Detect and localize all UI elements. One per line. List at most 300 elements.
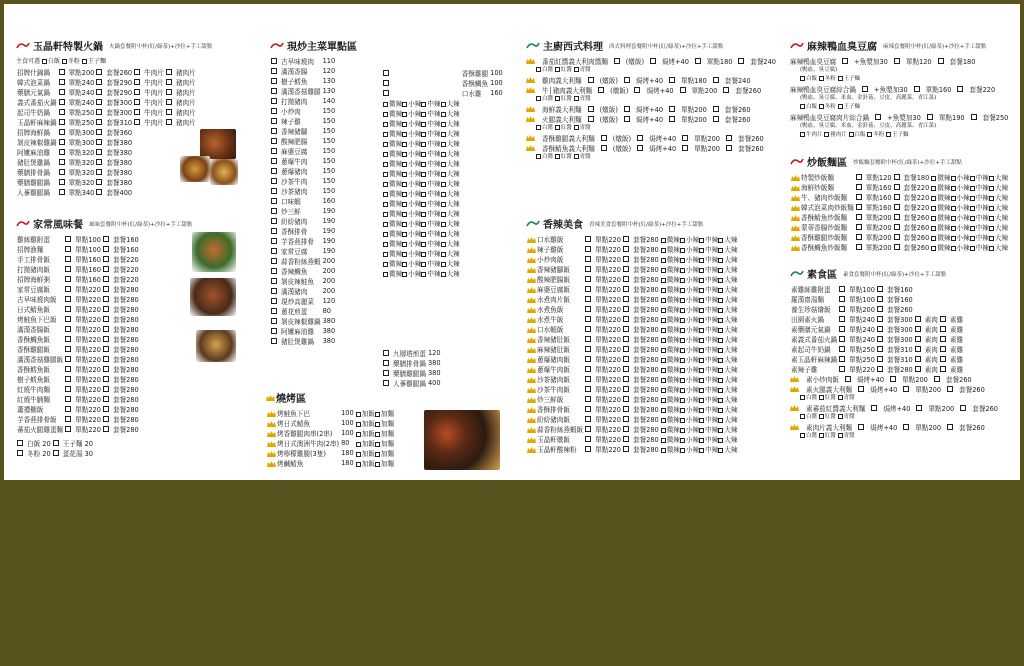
spice-check[interactable] bbox=[383, 152, 388, 157]
spice-check[interactable] bbox=[718, 308, 723, 313]
set-check[interactable] bbox=[103, 316, 109, 322]
set-check[interactable] bbox=[957, 86, 963, 92]
spice-check[interactable] bbox=[699, 448, 704, 453]
spice-check[interactable] bbox=[661, 318, 666, 323]
side-check[interactable] bbox=[53, 440, 59, 446]
set-check[interactable] bbox=[623, 376, 629, 382]
set-check[interactable] bbox=[96, 109, 102, 115]
spice-check[interactable] bbox=[680, 378, 685, 383]
spice-check[interactable] bbox=[699, 318, 704, 323]
single-check[interactable] bbox=[839, 326, 845, 332]
bake-check[interactable] bbox=[858, 424, 864, 430]
spice-check[interactable] bbox=[383, 122, 388, 127]
spice-check[interactable] bbox=[718, 268, 723, 273]
spice-check[interactable] bbox=[970, 226, 975, 231]
spice-check[interactable] bbox=[680, 338, 685, 343]
veg-meat-check[interactable] bbox=[915, 316, 921, 322]
spice-check[interactable] bbox=[661, 308, 666, 313]
base-check[interactable] bbox=[62, 59, 67, 64]
single-check[interactable] bbox=[65, 266, 71, 272]
set-check[interactable] bbox=[96, 139, 102, 145]
spice-check[interactable] bbox=[680, 248, 685, 253]
set-check[interactable] bbox=[623, 426, 629, 432]
spice-check[interactable] bbox=[383, 262, 388, 267]
spice-check[interactable] bbox=[402, 242, 407, 247]
veg-meat-check[interactable] bbox=[940, 356, 946, 362]
spice-check[interactable] bbox=[718, 288, 723, 293]
single-check[interactable] bbox=[65, 306, 71, 312]
spice-check[interactable] bbox=[441, 272, 446, 277]
single-check[interactable] bbox=[856, 214, 862, 220]
single-check[interactable] bbox=[903, 386, 909, 392]
spice-check[interactable] bbox=[441, 202, 446, 207]
single-check[interactable] bbox=[585, 246, 591, 252]
set-check[interactable] bbox=[623, 386, 629, 392]
spice-check[interactable] bbox=[661, 258, 666, 263]
add-rice-check[interactable] bbox=[356, 452, 361, 457]
spice-check[interactable] bbox=[402, 102, 407, 107]
spice-check[interactable] bbox=[718, 388, 723, 393]
spice-check[interactable] bbox=[383, 212, 388, 217]
single-check[interactable] bbox=[839, 336, 845, 342]
sauce-check[interactable] bbox=[555, 96, 560, 101]
spice-check[interactable] bbox=[718, 348, 723, 353]
set-check[interactable] bbox=[938, 58, 944, 64]
spice-check[interactable] bbox=[441, 102, 446, 107]
spice-check[interactable] bbox=[951, 216, 956, 221]
single-check[interactable] bbox=[585, 336, 591, 342]
spice-check[interactable] bbox=[402, 252, 407, 257]
spice-check[interactable] bbox=[421, 262, 426, 267]
spice-check[interactable] bbox=[661, 448, 666, 453]
spice-check[interactable] bbox=[718, 448, 723, 453]
spice-check[interactable] bbox=[699, 248, 704, 253]
spice-check[interactable] bbox=[441, 172, 446, 177]
dish-check[interactable] bbox=[271, 278, 277, 284]
dish-check[interactable] bbox=[271, 318, 277, 324]
fishpaste-check[interactable] bbox=[842, 58, 848, 64]
single-check[interactable] bbox=[682, 145, 688, 151]
bake-check[interactable] bbox=[637, 135, 643, 141]
spice-check[interactable] bbox=[680, 448, 685, 453]
spice-check[interactable] bbox=[421, 202, 426, 207]
spice-check[interactable] bbox=[951, 236, 956, 241]
set-check[interactable] bbox=[623, 336, 629, 342]
spice-check[interactable] bbox=[718, 248, 723, 253]
spice-check[interactable] bbox=[699, 258, 704, 263]
spice-check[interactable] bbox=[402, 162, 407, 167]
spice-check[interactable] bbox=[421, 212, 426, 217]
spice-check[interactable] bbox=[680, 308, 685, 313]
spice-check[interactable] bbox=[402, 202, 407, 207]
spice-check[interactable] bbox=[989, 216, 994, 221]
dish-check[interactable] bbox=[271, 68, 277, 74]
set-check[interactable] bbox=[103, 296, 109, 302]
set-check[interactable] bbox=[623, 436, 629, 442]
spice-check[interactable] bbox=[441, 252, 446, 257]
set-check[interactable] bbox=[623, 416, 629, 422]
sauce-check[interactable] bbox=[800, 395, 805, 400]
spice-check[interactable] bbox=[421, 252, 426, 257]
spice-check[interactable] bbox=[661, 378, 666, 383]
bake-check[interactable] bbox=[637, 145, 643, 151]
set-check[interactable] bbox=[623, 306, 629, 312]
single-check[interactable] bbox=[669, 77, 675, 83]
spice-check[interactable] bbox=[383, 192, 388, 197]
spice-check[interactable] bbox=[441, 132, 446, 137]
dish-check[interactable] bbox=[271, 248, 277, 254]
set-check[interactable] bbox=[96, 169, 102, 175]
dish-check[interactable] bbox=[271, 178, 277, 184]
single-check[interactable] bbox=[856, 224, 862, 230]
spice-check[interactable] bbox=[699, 418, 704, 423]
spice-check[interactable] bbox=[661, 338, 666, 343]
spice-check[interactable] bbox=[931, 196, 936, 201]
spice-check[interactable] bbox=[661, 248, 666, 253]
spice-check[interactable] bbox=[699, 328, 704, 333]
spice-check[interactable] bbox=[680, 328, 685, 333]
single-check[interactable] bbox=[839, 366, 845, 372]
single-check[interactable] bbox=[65, 326, 71, 332]
set-check[interactable] bbox=[623, 236, 629, 242]
spice-check[interactable] bbox=[441, 212, 446, 217]
single-check[interactable] bbox=[856, 204, 862, 210]
spice-check[interactable] bbox=[402, 222, 407, 227]
set-check[interactable] bbox=[877, 306, 883, 312]
dish-check[interactable] bbox=[271, 228, 277, 234]
veg-meat-check[interactable] bbox=[915, 366, 921, 372]
single-check[interactable] bbox=[585, 366, 591, 372]
spice-check[interactable] bbox=[699, 388, 704, 393]
base-check[interactable] bbox=[800, 76, 805, 81]
meat-check[interactable] bbox=[134, 79, 140, 85]
spice-check[interactable] bbox=[402, 182, 407, 187]
spice-check[interactable] bbox=[951, 176, 956, 181]
sauce-check[interactable] bbox=[838, 414, 843, 419]
base-check[interactable] bbox=[838, 76, 843, 81]
single-check[interactable] bbox=[65, 316, 71, 322]
veg-meat-check[interactable] bbox=[940, 366, 946, 372]
spice-check[interactable] bbox=[680, 428, 685, 433]
spice-check[interactable] bbox=[441, 112, 446, 117]
spice-check[interactable] bbox=[661, 328, 666, 333]
set-check[interactable] bbox=[726, 135, 732, 141]
meat-check[interactable] bbox=[134, 69, 140, 75]
set-check[interactable] bbox=[877, 336, 883, 342]
dish-check[interactable] bbox=[383, 380, 389, 386]
set-check[interactable] bbox=[894, 204, 900, 210]
set-check[interactable] bbox=[623, 296, 629, 302]
set-check[interactable] bbox=[726, 145, 732, 151]
dish-check[interactable] bbox=[383, 80, 389, 86]
spice-check[interactable] bbox=[699, 238, 704, 243]
add-noodle-check[interactable] bbox=[375, 452, 380, 457]
spice-check[interactable] bbox=[441, 142, 446, 147]
single-check[interactable] bbox=[65, 276, 71, 282]
single-check[interactable] bbox=[585, 406, 591, 412]
single-check[interactable] bbox=[65, 426, 71, 432]
risotto-check[interactable] bbox=[614, 58, 620, 64]
spice-check[interactable] bbox=[402, 132, 407, 137]
single-check[interactable] bbox=[839, 306, 845, 312]
spice-check[interactable] bbox=[680, 418, 685, 423]
single-check[interactable] bbox=[839, 286, 845, 292]
single-check[interactable] bbox=[585, 356, 591, 362]
set-check[interactable] bbox=[623, 356, 629, 362]
spice-check[interactable] bbox=[718, 328, 723, 333]
spice-check[interactable] bbox=[680, 368, 685, 373]
spice-check[interactable] bbox=[661, 438, 666, 443]
base-check[interactable] bbox=[886, 132, 891, 137]
set-check[interactable] bbox=[103, 386, 109, 392]
bake-check[interactable] bbox=[624, 77, 630, 83]
risotto-check[interactable] bbox=[601, 145, 607, 151]
dish-check[interactable] bbox=[383, 90, 389, 96]
spice-check[interactable] bbox=[661, 398, 666, 403]
spice-check[interactable] bbox=[970, 216, 975, 221]
single-check[interactable] bbox=[856, 234, 862, 240]
bake-check[interactable] bbox=[845, 376, 851, 382]
set-check[interactable] bbox=[103, 376, 109, 382]
spice-check[interactable] bbox=[699, 278, 704, 283]
spice-check[interactable] bbox=[661, 238, 666, 243]
spice-check[interactable] bbox=[421, 122, 426, 127]
single-check[interactable] bbox=[65, 236, 71, 242]
single-check[interactable] bbox=[914, 86, 920, 92]
add-rice-check[interactable] bbox=[356, 422, 361, 427]
spice-check[interactable] bbox=[661, 368, 666, 373]
side-check[interactable] bbox=[17, 440, 23, 446]
spice-check[interactable] bbox=[718, 338, 723, 343]
single-check[interactable] bbox=[856, 174, 862, 180]
spice-check[interactable] bbox=[441, 182, 446, 187]
set-check[interactable] bbox=[96, 79, 102, 85]
spice-check[interactable] bbox=[680, 288, 685, 293]
spice-check[interactable] bbox=[718, 258, 723, 263]
spice-check[interactable] bbox=[699, 358, 704, 363]
spice-check[interactable] bbox=[951, 246, 956, 251]
set-check[interactable] bbox=[96, 159, 102, 165]
spice-check[interactable] bbox=[441, 162, 446, 167]
dish-check[interactable] bbox=[271, 78, 277, 84]
dish-check[interactable] bbox=[271, 58, 277, 64]
spice-check[interactable] bbox=[402, 112, 407, 117]
sauce-check[interactable] bbox=[536, 67, 541, 72]
dish-check[interactable] bbox=[271, 208, 277, 214]
spice-check[interactable] bbox=[931, 226, 936, 231]
single-check[interactable] bbox=[585, 316, 591, 322]
spice-check[interactable] bbox=[402, 192, 407, 197]
spice-check[interactable] bbox=[989, 246, 994, 251]
base-check[interactable] bbox=[838, 104, 843, 109]
meat-check[interactable] bbox=[166, 109, 172, 115]
spice-check[interactable] bbox=[718, 398, 723, 403]
single-check[interactable] bbox=[59, 139, 65, 145]
spice-check[interactable] bbox=[718, 438, 723, 443]
spice-check[interactable] bbox=[970, 176, 975, 181]
set-check[interactable] bbox=[96, 89, 102, 95]
spice-check[interactable] bbox=[699, 268, 704, 273]
risotto-check[interactable] bbox=[588, 106, 594, 112]
spice-check[interactable] bbox=[383, 202, 388, 207]
spice-check[interactable] bbox=[970, 196, 975, 201]
spice-check[interactable] bbox=[441, 242, 446, 247]
set-check[interactable] bbox=[971, 114, 977, 120]
dish-check[interactable] bbox=[271, 158, 277, 164]
spice-check[interactable] bbox=[680, 408, 685, 413]
spice-check[interactable] bbox=[661, 408, 666, 413]
veg-meat-check[interactable] bbox=[940, 336, 946, 342]
set-check[interactable] bbox=[894, 184, 900, 190]
spice-check[interactable] bbox=[989, 236, 994, 241]
spice-check[interactable] bbox=[718, 428, 723, 433]
set-check[interactable] bbox=[960, 405, 966, 411]
set-check[interactable] bbox=[894, 194, 900, 200]
spice-check[interactable] bbox=[383, 102, 388, 107]
bake-check[interactable] bbox=[634, 87, 640, 93]
base-check[interactable] bbox=[867, 132, 872, 137]
sauce-check[interactable] bbox=[838, 433, 843, 438]
spice-check[interactable] bbox=[383, 252, 388, 257]
spice-check[interactable] bbox=[661, 358, 666, 363]
single-check[interactable] bbox=[585, 346, 591, 352]
sauce-check[interactable] bbox=[819, 433, 824, 438]
dish-check[interactable] bbox=[271, 258, 277, 264]
single-check[interactable] bbox=[856, 244, 862, 250]
set-check[interactable] bbox=[877, 366, 883, 372]
spice-check[interactable] bbox=[383, 182, 388, 187]
sauce-check[interactable] bbox=[574, 67, 579, 72]
set-check[interactable] bbox=[877, 296, 883, 302]
single-check[interactable] bbox=[65, 336, 71, 342]
add-rice-check[interactable] bbox=[356, 442, 361, 447]
base-check[interactable] bbox=[82, 59, 87, 64]
set-check[interactable] bbox=[738, 58, 744, 64]
spice-check[interactable] bbox=[970, 246, 975, 251]
single-check[interactable] bbox=[59, 79, 65, 85]
dish-check[interactable] bbox=[271, 298, 277, 304]
spice-check[interactable] bbox=[699, 398, 704, 403]
risotto-check[interactable] bbox=[588, 116, 594, 122]
spice-check[interactable] bbox=[441, 152, 446, 157]
single-check[interactable] bbox=[585, 306, 591, 312]
bake-check[interactable] bbox=[624, 106, 630, 112]
base-check[interactable] bbox=[42, 59, 47, 64]
single-check[interactable] bbox=[585, 416, 591, 422]
sauce-check[interactable] bbox=[574, 125, 579, 130]
set-check[interactable] bbox=[96, 129, 102, 135]
sauce-check[interactable] bbox=[536, 96, 541, 101]
set-check[interactable] bbox=[103, 406, 109, 412]
veg-meat-check[interactable] bbox=[915, 336, 921, 342]
single-check[interactable] bbox=[59, 89, 65, 95]
side-check[interactable] bbox=[17, 450, 23, 456]
single-check[interactable] bbox=[856, 194, 862, 200]
set-check[interactable] bbox=[877, 356, 883, 362]
spice-check[interactable] bbox=[383, 142, 388, 147]
single-check[interactable] bbox=[839, 296, 845, 302]
single-check[interactable] bbox=[585, 266, 591, 272]
add-noodle-check[interactable] bbox=[375, 432, 380, 437]
spice-check[interactable] bbox=[680, 298, 685, 303]
set-check[interactable] bbox=[877, 316, 883, 322]
base-check[interactable] bbox=[800, 104, 805, 109]
spice-check[interactable] bbox=[699, 308, 704, 313]
single-check[interactable] bbox=[669, 116, 675, 122]
set-check[interactable] bbox=[103, 356, 109, 362]
spice-check[interactable] bbox=[383, 132, 388, 137]
spice-check[interactable] bbox=[421, 172, 426, 177]
spice-check[interactable] bbox=[718, 318, 723, 323]
spice-check[interactable] bbox=[421, 142, 426, 147]
spice-check[interactable] bbox=[970, 186, 975, 191]
spice-check[interactable] bbox=[402, 262, 407, 267]
spice-check[interactable] bbox=[680, 388, 685, 393]
dish-check[interactable] bbox=[271, 128, 277, 134]
spice-check[interactable] bbox=[970, 236, 975, 241]
sauce-check[interactable] bbox=[536, 154, 541, 159]
meat-check[interactable] bbox=[166, 79, 172, 85]
set-check[interactable] bbox=[623, 326, 629, 332]
set-check[interactable] bbox=[103, 276, 109, 282]
single-check[interactable] bbox=[856, 184, 862, 190]
set-check[interactable] bbox=[947, 424, 953, 430]
spice-check[interactable] bbox=[680, 358, 685, 363]
risotto-check[interactable] bbox=[598, 87, 604, 93]
spice-check[interactable] bbox=[718, 238, 723, 243]
spice-check[interactable] bbox=[699, 298, 704, 303]
spice-check[interactable] bbox=[421, 102, 426, 107]
single-check[interactable] bbox=[585, 276, 591, 282]
set-check[interactable] bbox=[103, 256, 109, 262]
sauce-check[interactable] bbox=[555, 67, 560, 72]
single-check[interactable] bbox=[65, 406, 71, 412]
spice-check[interactable] bbox=[421, 132, 426, 137]
single-check[interactable] bbox=[927, 114, 933, 120]
single-check[interactable] bbox=[585, 436, 591, 442]
spice-check[interactable] bbox=[699, 288, 704, 293]
single-check[interactable] bbox=[695, 58, 701, 64]
spice-check[interactable] bbox=[383, 162, 388, 167]
set-check[interactable] bbox=[623, 316, 629, 322]
spice-check[interactable] bbox=[402, 212, 407, 217]
single-check[interactable] bbox=[59, 129, 65, 135]
spice-check[interactable] bbox=[661, 278, 666, 283]
set-check[interactable] bbox=[713, 106, 719, 112]
single-check[interactable] bbox=[59, 119, 65, 125]
spice-check[interactable] bbox=[718, 418, 723, 423]
set-check[interactable] bbox=[894, 234, 900, 240]
spice-check[interactable] bbox=[421, 152, 426, 157]
single-check[interactable] bbox=[585, 396, 591, 402]
sauce-check[interactable] bbox=[800, 433, 805, 438]
single-check[interactable] bbox=[65, 396, 71, 402]
dish-check[interactable] bbox=[383, 370, 389, 376]
single-check[interactable] bbox=[680, 87, 686, 93]
single-check[interactable] bbox=[65, 256, 71, 262]
bake-check[interactable] bbox=[871, 405, 877, 411]
meat-check[interactable] bbox=[134, 89, 140, 95]
spice-check[interactable] bbox=[383, 272, 388, 277]
add-rice-check[interactable] bbox=[356, 432, 361, 437]
meat-check[interactable] bbox=[134, 99, 140, 105]
dish-check[interactable] bbox=[271, 188, 277, 194]
spice-check[interactable] bbox=[951, 226, 956, 231]
spice-check[interactable] bbox=[680, 398, 685, 403]
spice-check[interactable] bbox=[931, 216, 936, 221]
spice-check[interactable] bbox=[718, 378, 723, 383]
dish-check[interactable] bbox=[271, 118, 277, 124]
